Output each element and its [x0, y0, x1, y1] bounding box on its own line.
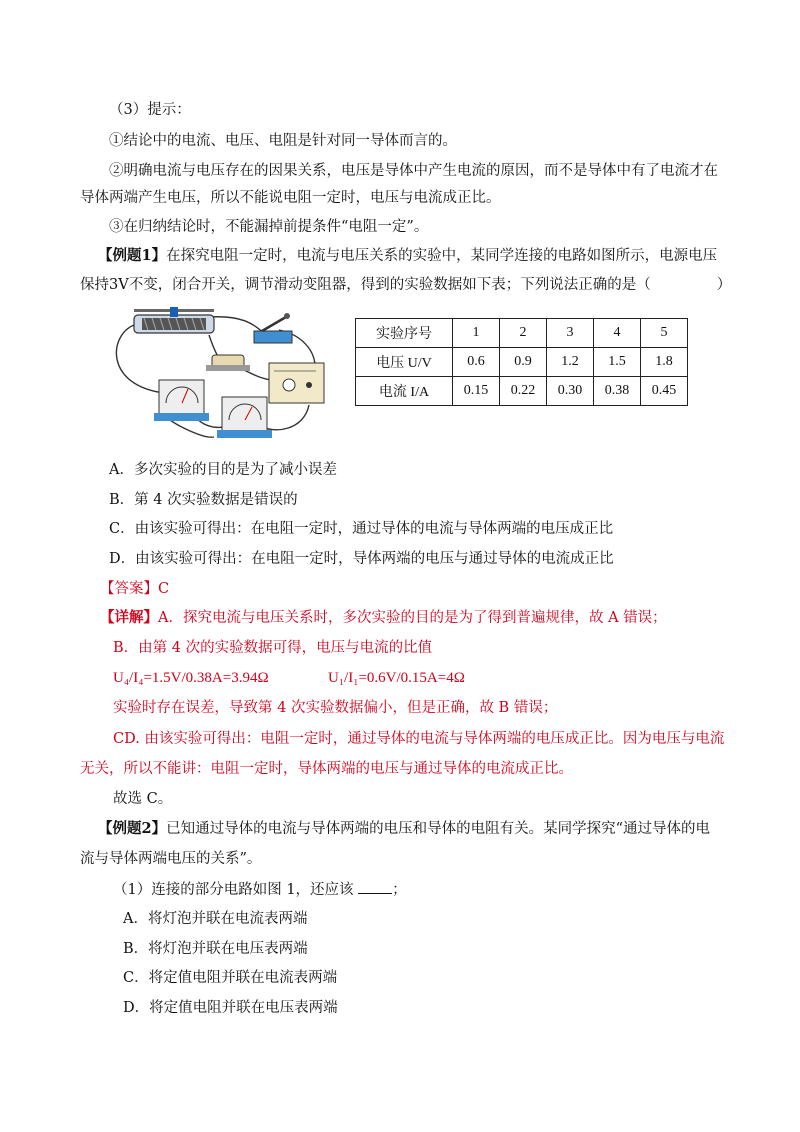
- table-cell: 0.22: [500, 377, 547, 406]
- example2-option-a: A．将灯泡并联在电流表两端: [123, 911, 308, 927]
- hint-point-2-line-1: ②明确电流与电压存在的因果关系，电压是导体中产生电流的原因，而不是导体中有了电流才在: [109, 163, 718, 179]
- example2-tag: 【例题2】: [98, 820, 167, 837]
- detail-cd-line-2: 无关，所以不能讲：电阻一定时，导体两端的电压与通过导体的电流成正比。: [80, 761, 573, 777]
- conclusion: 故选 C。: [113, 791, 173, 807]
- table-row: [356, 348, 688, 377]
- detail-line-b: B．由第 4 次的实验数据可得，电压与电流的比值: [113, 640, 433, 656]
- question-1-text: （1）连接的部分电路如图 1，还应该: [113, 882, 354, 898]
- option-b: B．第 4 次实验数据是错误的: [109, 492, 298, 508]
- answer-label: 【答案】C: [100, 581, 170, 597]
- detail-line-b2: 实验时存在误差，导致第 4 次实验数据偏小，但是正确，故 B 错误；: [113, 700, 558, 716]
- hint-point-1: ①结论中的电流、电压、电阻是针对同一导体而言的。: [109, 133, 457, 149]
- table-cell: 0.9: [500, 348, 547, 377]
- question-1-end: ；: [392, 882, 407, 898]
- table-cell: 2: [500, 319, 547, 348]
- example2-option-d: D．将定值电阻并联在电压表两端: [123, 1000, 338, 1016]
- voltage-header-cell: 电压 U/V: [356, 348, 453, 377]
- table-cell: 1.5: [594, 348, 641, 377]
- table-cell: 1.2: [547, 348, 594, 377]
- experiment-data-table: [355, 318, 688, 406]
- table-cell: 1: [453, 319, 500, 348]
- hint-point-3: ③在归纳结论时，不能漏掉前提条件“电阻一定”。: [109, 219, 429, 235]
- hint-point-2-line-2: 导体两端产生电压，所以不能说电阻一定时，电压与电流成正比。: [80, 190, 501, 206]
- table-row: [356, 319, 688, 348]
- table-cell: 0.30: [547, 377, 594, 406]
- example1-tag: 【例题1】: [98, 247, 167, 264]
- example2-question-1: [113, 879, 407, 900]
- example2-stem-line-1: [98, 819, 710, 839]
- voltmeter-icon: [154, 380, 209, 421]
- resistor-icon: [206, 355, 250, 371]
- table-cell: 0.38: [594, 377, 641, 406]
- table-cell: 1.8: [641, 348, 688, 377]
- example1-stem-line-2: [80, 275, 731, 295]
- detail-line-a: [100, 608, 667, 628]
- power-supply-icon: [269, 363, 324, 403]
- table-cell: 3: [547, 319, 594, 348]
- circuit-figure: [104, 305, 342, 441]
- option-a: A．多次实验的目的是为了减小误差: [109, 462, 337, 478]
- detail-cd-line-1: CD. 由该实验可得出：电阻一定时，通过导体的电流与导体两端的电压成正比。因为电压与电流: [113, 731, 725, 747]
- table-row: [356, 377, 688, 406]
- table-cell: 0.6: [453, 348, 500, 377]
- answer-blank: [358, 879, 392, 894]
- example2-option-c: C．将定值电阻并联在电流表两端: [123, 970, 338, 986]
- ammeter-icon: [217, 397, 272, 438]
- detail-tag: 【详解】: [100, 609, 158, 626]
- example1-stem-close: ）: [716, 277, 732, 293]
- table-cell: 0.15: [453, 377, 500, 406]
- example2-stem-line-2: 流与导体两端电压的关系”。: [80, 851, 262, 867]
- example1-stem-line-1: [98, 246, 717, 266]
- example1-stem-text-2: 保持3V不变，闭合开关，调节滑动变阻器，得到的实验数据如下表；下列说法正确的是（: [80, 277, 651, 293]
- switch-icon: [254, 313, 292, 343]
- table-cell: 5: [641, 319, 688, 348]
- detail-text-a: A．探究电流与电压关系时，多次实验的目的是为了得到普遍规律，故 A 错误；: [158, 610, 667, 626]
- table-cell: 0.45: [641, 377, 688, 406]
- example1-stem-text-1: 在探究电阻一定时，电流与电压关系的实验中，某同学连接的电路如图所示，电源电压: [166, 248, 718, 264]
- rheostat-icon: [134, 307, 214, 333]
- trial-header-cell: 实验序号: [356, 319, 453, 348]
- option-c: C．由该实验可得出：在电阻一定时，通过导体的电流与导体两端的电压成正比: [109, 521, 614, 537]
- table-cell: 4: [594, 319, 641, 348]
- formula-u4-i4: U₄/I₄=1.5V/0.38A=3.94Ω: [113, 670, 269, 686]
- current-header-cell: 电流 I/A: [356, 377, 453, 406]
- example2-stem-text-1: 已知通过导体的电流与导体两端的电压和导体的电阻有关。某同学探究“通过导体的电: [166, 821, 711, 837]
- option-d: D．由该实验可得出：在电阻一定时，导体两端的电压与通过导体的电流成正比: [109, 551, 614, 567]
- example2-option-b: B．将灯泡并联在电压表两端: [123, 941, 308, 957]
- hint-heading: （3）提示：: [109, 102, 191, 118]
- formula-u1-i1: U₁/I₁=0.6V/0.15A=4Ω: [328, 670, 465, 686]
